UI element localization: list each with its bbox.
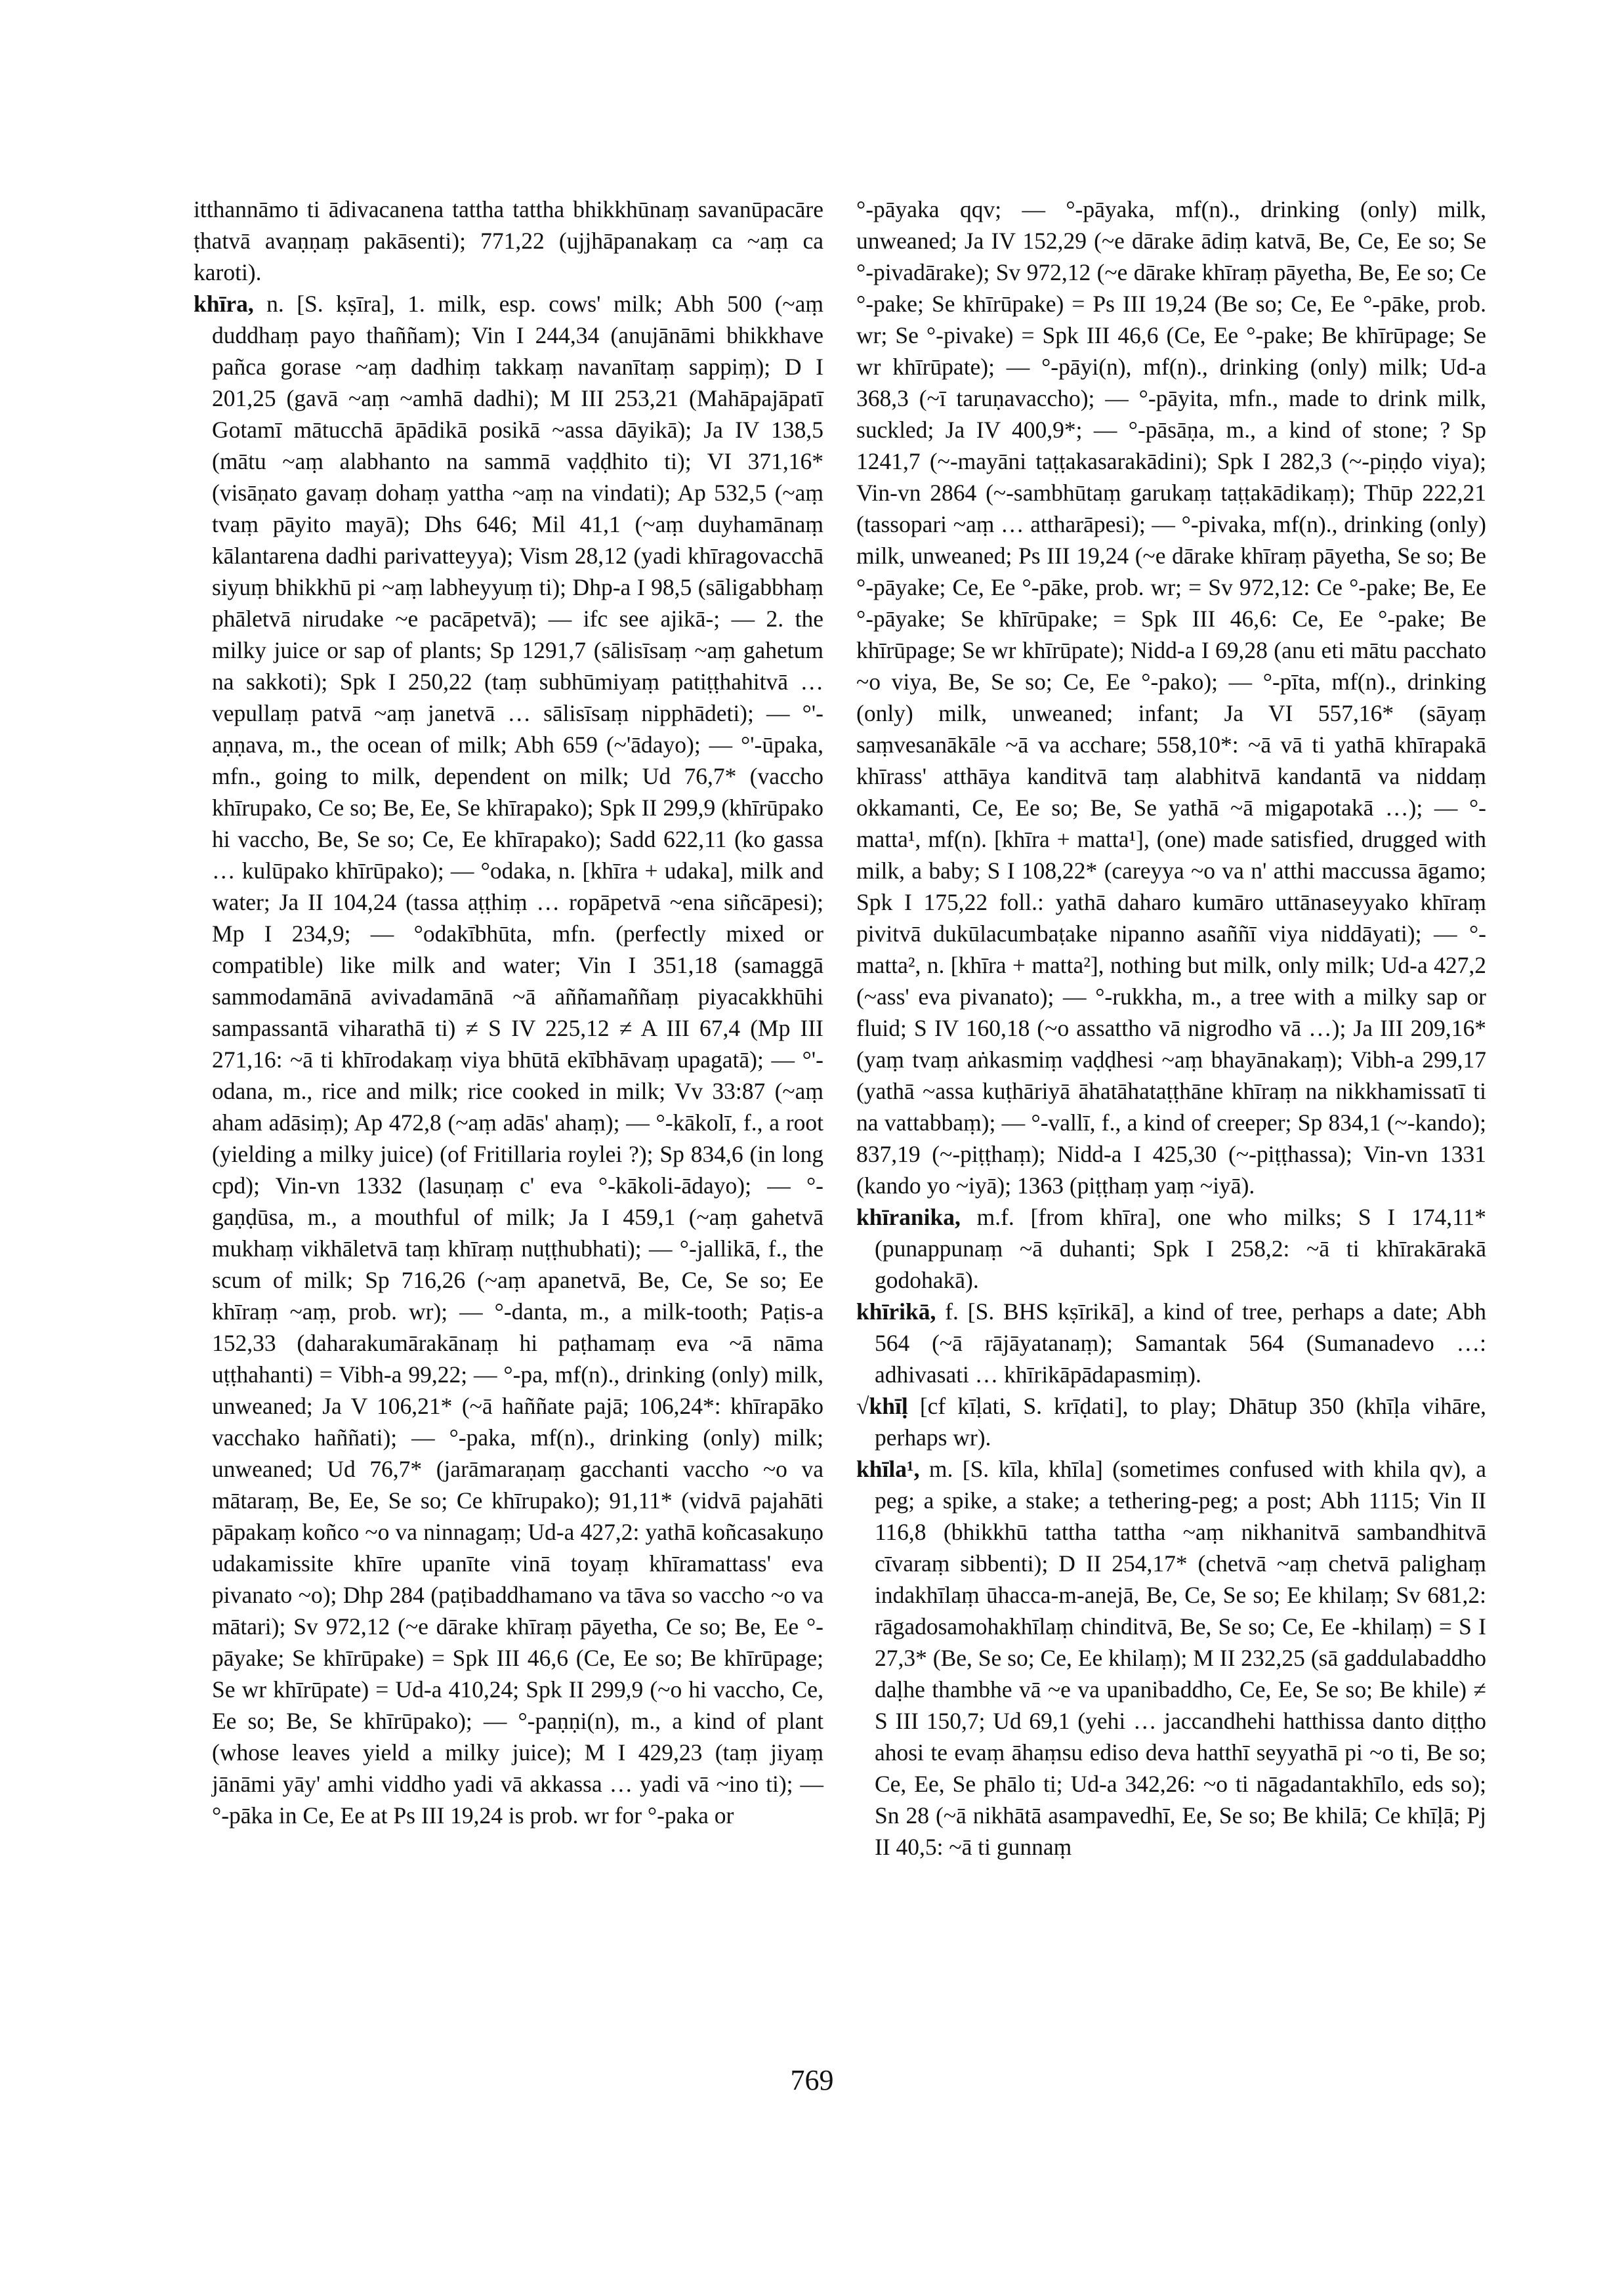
entry-text: n. [S. kṣīra], 1. milk, esp. cows' milk; Abh 500 (~aṃ duddhaṃ payo thaññam); Vin I 244,34 (anujānāmi bhikkhave pañca gorase ~aṃ dadhiṃ takkaṃ navanītaṃ sappiṃ); D I 201,25 (gavā ~aṃ ~amhā dadhi); M III 253,21 (Mahāpajāpatī Gotamī mātucchā āpādikā posikā ~assa dāyikā); Ja IV 138,5 (mātu ~aṃ alabhanto na sammā vaḍḍhito ti); VI 371,16* (visāṇato gavaṃ dohaṃ yattha ~aṃ na vindati); Ap 532,5 (~aṃ tvaṃ pāyito mayā); Dhs 646; Mil 41,1 (~aṃ duyhamānaṃ kālantarena dadhi parivatteyya); Vism 28,12 (yadi khīragovacchā siyuṃ bhikkhū pi ~aṃ labheyyuṃ ti); Dhp-a I 98,5 (sāligabbhaṃ phāletvā nirudake ~e pacāpetvā); — ifc see ajikā-; — 2. the milky juice or sap of plants; Sp 1291,7 (sālisīsaṃ ~aṃ gahetum na sakkoti); Spk I 250,22 (taṃ subhūmiyaṃ patiṭṭhahitvā … vepullaṃ patvā ~aṃ janetvā … sālisīsaṃ nipphādeti); — °'-aṇṇava, m., the ocean of milk; Abh 659 (~'ādayo); — °'-ūpaka, mfn., going to milk, dependent on milk; Ud 76,7* (vaccho khīrupako, Ce so; Be, Ee, Se khīrapako); Spk II 299,9 (khīrūpako hi vaccho, Be, Se so; Ce, Ee khīrapako); Sadd 622,11 (ko gassa … kulūpako khīrūpako); — °odaka, n. [khīra + udaka], milk and water; Ja II 104,24 (tassa aṭṭhiṃ … ropāpetvā ~ena siñcāpesi); Mp I 234,9; — °odakībhūta, mfn. (perfectly mixed or compatible) like milk and water; Vin I 351,18 (samaggā sammodamānā avivadamānā ~ā aññamaññaṃ piyacakkhūhi sampassantā viharathā ti) ≠ S IV 225,12 ≠ A III 67,4 (Mp III 271,16: ~ā ti khīrodakaṃ viya bhūtā ekībhāvaṃ upagatā); — °'-odana, m., rice and milk; rice cooked in milk; Vv 33:87 (~aṃ aham adāsiṃ); Ap 472,8 (~aṃ adās' ahaṃ); — °-kākolī, f., a root (yielding a milky juice) (of Fritillaria roylei ?); Sp 834,6 (in long cpd); Vin-vn 1332 (lasuṇaṃ c' eva °-kākoli-ādayo); — °-gaṇḍūsa, m., a mouthful of milk; Ja I 459,1 (~aṃ gahetvā mukhaṃ vikhāletvā taṃ khīraṃ nuṭṭhubhati); — °-jallikā, f., the scum of milk; Sp 716,26 (~aṃ apanetvā, Be, Ce, Se so; Ee khīraṃ ~aṃ, prob. wr); — °-danta, m., a milk-tooth; Paṭis-a 152,33 (daharakumārakānaṃ hi paṭhamaṃ eva ~ā nāma uṭṭhahanti) = Vibh-a 99,22; — °-pa, mf(n)., drinking (only) milk, unweaned; Ja V 106,21* (~ā haññate pajā; 106,24*: khīrapāko vacchako haññati); — °-paka, mf(n)., drinking (only) milk; unweaned; Ud 76,7* (jarāmaraṇaṃ gacchanti vaccho ~o va mātaraṃ, Be, Ee, Se so; Ce khīrupako); 91,11* (vidvā pajahāti pāpakaṃ koñco ~o va ninnagaṃ; Ud-a 427,2: yathā koñcasakuṇo udakamissite khīre upanīte vinā toyaṃ khīramattass' eva pivanato ~o); Dhp 284 (paṭibaddhamano va tāva so vaccho ~o va mātari); Sv 972,12 (~e dārake khīraṃ pāyetha, Ce so; Be, Ee °-pāyake; Se khīrūpake) = Spk III 46,6 (Ce, Ee so; Be khīrūpage; Se wr khīrūpate) = Ud-a 410,24; Spk II 299,9 (~o hi vaccho, Ce, Ee so; Be, Se khīrūpako); — °-paṇṇi(n), m., a kind of plant (whose leaves yield a milky juice); M I 429,23 (taṃ jiyaṃ jānāmi yāy' amhi viddho yadi vā akkassa … yadi vā ~ino ti); — °-pāka in Ce, Ee at Ps III 19,24 is prob. wr for °-paka or	[212, 291, 824, 1829]
entry-headword: khīranika,	[856, 1204, 961, 1230]
entry-text: [cf kīḷati, S. krīḍati], to play; Dhātup 350 (khīḷa vihāre, perhaps wr).	[875, 1393, 1486, 1451]
entry-text: m.f. [from khīra], one who milks; S I 174,11* (punappunaṃ ~ā duhanti; Spk I 258,2: ~ā ti khīrakārakā godohakā).	[875, 1204, 1487, 1293]
entry-continuation	[856, 194, 1486, 1201]
right-column	[856, 194, 1486, 1863]
entry-text: °-pāyaka qqv; — °-pāyaka, mf(n)., drinking (only) milk, unweaned; Ja IV 152,29 (~e dārake ādiṃ katvā, Be, Ce, Ee so; Se °-pivadārake); Sv 972,12 (~e dārake khīraṃ pāyetha, Be, Ee so; Ce °-pake; Se khīrūpake) = Ps III 19,24 (Be so; Ce, Ee °-pāke, prob. wr; Se °-pivake) = Spk III 46,6 (Ce, Ee °-pake; Be khīrūpage; Se wr khīrūpate); — °-pāyi(n), mf(n)., drinking (only) milk; Ud-a 368,3 (~ī taruṇavaccho); — °-pāyita, mfn., made to drink milk, suckled; Ja IV 400,9*; — °-pāsāṇa, m., a kind of stone; ? Sp 1241,7 (~-mayāni taṭṭakasarakādini); Spk I 282,3 (~-piṇḍo viya); Vin-vn 2864 (~-sambhūtaṃ garukaṃ taṭṭakādikaṃ); Thūp 222,21 (tassopari ~aṃ … attharāpesi); — °-pivaka, mf(n)., drinking (only) milk, unweaned; Ps III 19,24 (~e dārake khīraṃ pāyetha, Se so; Be °-pāyake; Ce, Ee °-pāke, prob. wr; = Sv 972,12: Ce °-pake; Be, Ee °-pāyake; Se khīrūpake; = Spk III 46,6: Ce, Ee °-pake; Be khīrūpage; Se wr khīrūpate); Nidd-a I 69,28 (anu eti mātu pacchato ~o viya, Be, Se so; Ce, Ee °-pako); — °-pīta, mf(n)., drinking (only) milk, unweaned; infant; Ja VI 557,16* (sāyaṃ saṃvesanākāle ~ā va acchare; 558,10*: ~ā vā ti yathā khīrapakā khīrass' atthāya kanditvā taṃ alabhitvā kandantā va niddaṃ okkamanti, Ce, Ee so; Be, Se yathā ~ā migapotakā …); — °-matta¹, mf(n). [khīra + matta¹], (one) made satisfied, drugged with milk, a baby; S I 108,22* (careyya ~o va n' atthi maccussa āgamo; Spk I 175,22 foll.: yathā daharo kumāro uttānaseyyako khīraṃ pivitvā dukūlacumbaṭake nipanno asaññī viya niddāyati); — °-matta², n. [khīra + matta²], nothing but milk, only milk; Ud-a 427,2 (~ass' eva pivanato); — °-rukkha, m., a tree with a milky sap or fluid; S IV 160,18 (~o assattho vā nigrodho vā …); Ja III 209,16* (yaṃ tvaṃ aṅkasmiṃ vaḍḍhesi ~aṃ bhayānakaṃ); Vibh-a 299,17 (yathā ~assa kuṭhāriyā āhatāhataṭṭhāne khīraṃ na nikkhamissatī ti na vattabbaṃ); — °-vallī, f., a kind of creeper; Sp 834,1 (~-kando); 837,19 (~-piṭṭhaṃ); Nidd-a I 425,30 (~-piṭṭhassa); Vin-vn 1331 (kando yo ~iyā); 1363 (piṭṭhaṃ yaṃ ~iyā).	[856, 196, 1486, 1199]
dictionary-entry	[856, 1201, 1486, 1296]
page-number: 769	[790, 2064, 834, 2096]
entry-headword: √khīḷ	[856, 1393, 908, 1419]
entry-headword: khīla¹,	[856, 1456, 920, 1482]
entry-headword: khīrikā,	[856, 1298, 936, 1325]
entry-text: f. [S. BHS kṣīrikā], a kind of tree, perhaps a date; Abh 564 (~ā rājāyatanaṃ); Samantak 564 (Sumanadevo …: adhivasati … khīrikāpādapasmiṃ).	[875, 1298, 1486, 1388]
entry-text: itthannāmo ti ādivacanena tattha tattha bhikkhūnaṃ savanūpacāre ṭhatvā avaṇṇaṃ pakāsenti); 771,22 (ujjhāpanakaṃ ca ~aṃ ca karoti).	[194, 196, 823, 285]
entry-continuation	[194, 194, 823, 288]
left-column	[194, 194, 823, 1831]
dictionary-entry	[856, 1390, 1486, 1453]
dictionary-entry	[194, 288, 823, 1831]
dictionary-entry	[856, 1453, 1486, 1863]
entry-headword: khīra,	[194, 291, 254, 317]
dictionary-entry	[856, 1296, 1486, 1390]
entry-text: m. [S. kīla, khīla] (sometimes confused with khila qv), a peg; a spike, a stake; a tethering-peg; a post; Abh 1115; Vin II 116,8 (bhikkhū tattha tattha ~aṃ nikhanitvā sambandhitvā cīvaraṃ sibbenti); D II 254,17* (chetvā ~aṃ chetvā palighaṃ indakhīlaṃ ūhacca-m-anejā, Be, Ce, Se so; Ee khilaṃ; Sv 681,2: rāgadosamohakhīlaṃ chinditvā, Be, Se so; Ce, Ee -khilaṃ) = S I 27,3* (Be, Se so; Ce, Ee khilaṃ); M II 232,25 (sā gaddulabaddho daḷhe thambhe vā ~e va upanibaddho, Ce, Ee, Se so; Be khile) ≠ S III 150,7; Ud 69,1 (yehi … jaccandhehi hatthissa danto diṭṭho ahosi te evaṃ āhaṃsu ediso deva hatthī seyyathā pi ~o ti, Be so; Ce, Ee, Se phālo ti; Ud-a 342,26: ~o ti nāgadantakhīlo, eds so); Sn 28 (~ā nikhātā asampavedhī, Ee, Se so; Be khilā; Ce khīḷā; Pj II 40,5: ~ā ti gunnaṃ	[875, 1456, 1486, 1860]
